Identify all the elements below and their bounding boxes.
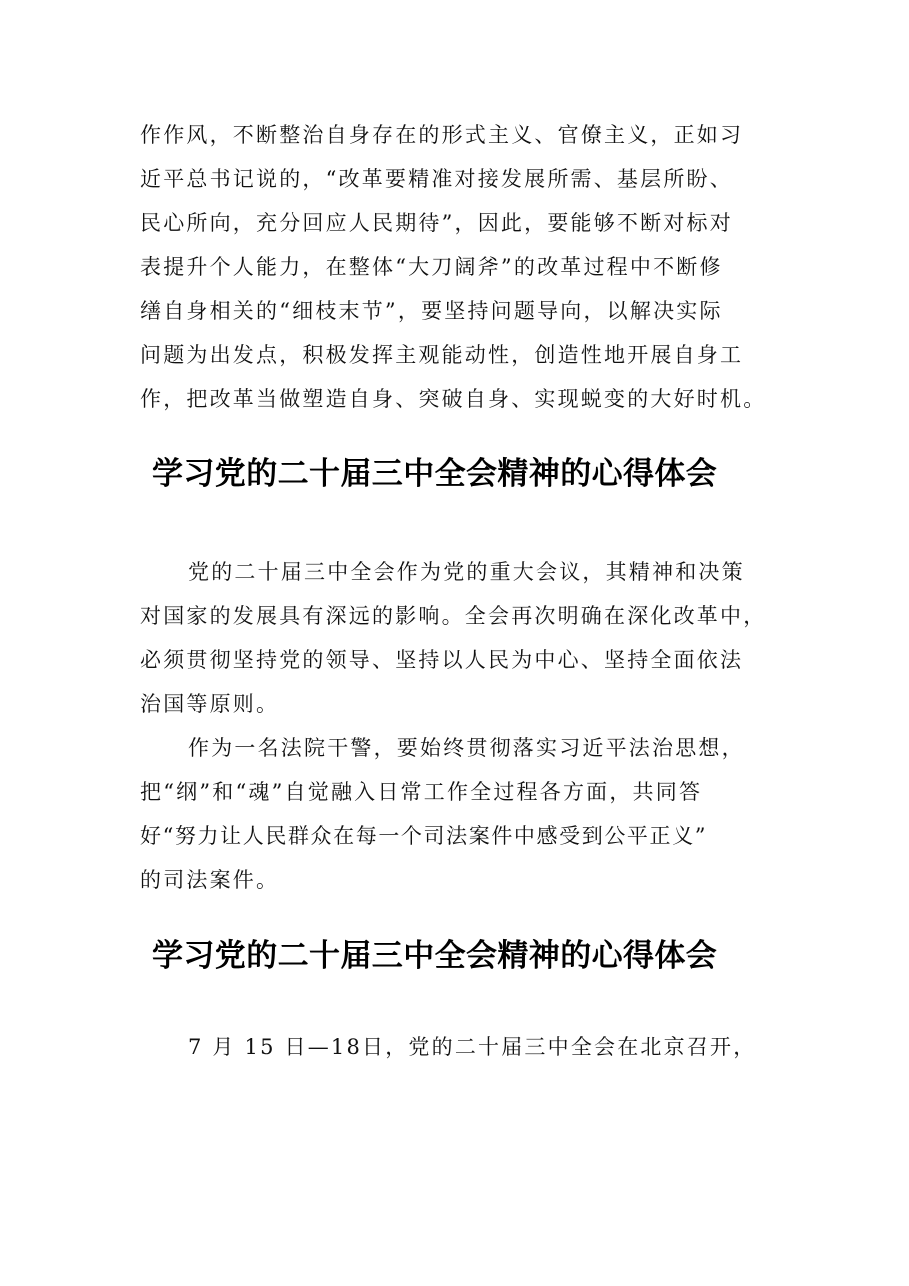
text-line: 把“纲”和“魂”自觉融入日常工作全过程各方面，共同答 <box>140 780 703 804</box>
text-line: 党的二十届三中全会作为党的重大会议，其精神和决策 <box>188 560 745 584</box>
text-line: 近平总书记说的，“改革要精准对接发展所需、基层所盼、 <box>140 167 733 191</box>
text-line: 缮自身相关的“细枝末节”，要坚持问题导向，以解决实际 <box>140 299 723 323</box>
text-line: 作为一名法院干警，要始终贯彻落实习近平法治思想， <box>188 736 745 760</box>
text-line: 好“努力让人民群众在每一个司法案件中感受到公平正义” <box>140 824 708 848</box>
section-heading: 学习党的二十届三中全会精神的心得体会 <box>152 456 718 492</box>
text-line: 必须贯彻坚持党的领导、坚持以人民为中心、坚持全面依法 <box>140 648 744 672</box>
text-line: 作作风，不断整治自身存在的形式主义、官僚主义，正如习 <box>140 123 744 147</box>
section-heading: 学习党的二十届三中全会精神的心得体会 <box>152 938 718 974</box>
text-line: 治国等原则。 <box>140 692 280 716</box>
text-line: 的司法案件。 <box>140 868 280 892</box>
text-line: 表提升个人能力，在整体“大刀阔斧”的改革过程中不断修 <box>140 255 723 279</box>
text-line: 对国家的发展具有深远的影响。全会再次明确在深化改革中， <box>140 604 767 628</box>
text-line: 7 月 15 日—18日，党的二十届三中全会在北京召开， <box>188 1035 757 1059</box>
text-line: 民心所向，充分回应人民期待”，因此，要能够不断对标对 <box>140 211 733 235</box>
text-line: 问题为出发点，积极发挥主观能动性，创造性地开展自身工 <box>140 343 744 367</box>
text-line: 作，把改革当做塑造自身、突破自身、实现蜕变的大好时机。 <box>140 387 767 411</box>
